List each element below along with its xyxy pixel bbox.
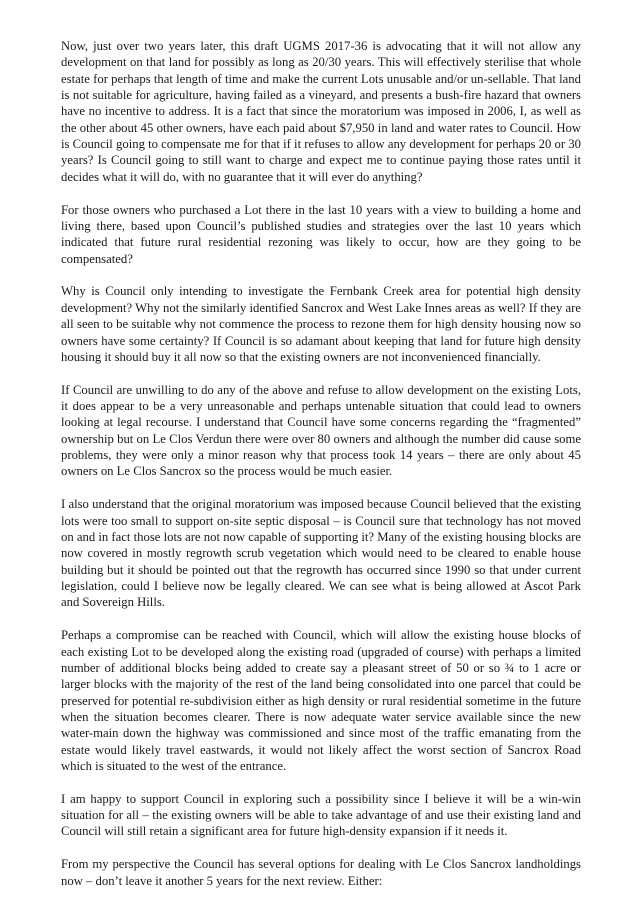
paragraph-septic-moratorium: I also understand that the original moratorium was imposed because Council believed that the existing lots were too small to support on-site septic disposal – is Council sure that technology has not moved on and in fact those lots are not now capable of supporting it? Many of the existing housing blocks are now covered in mostly regrowth scrub vegetation which would need to be cleared to enable house building but it should be pointed out that the regrowth has occurred since 1990 so that under current legislation, could I believe now be legally cleared. We can see what is being allowed at Ascot Park and Sovereign Hills. (61, 497, 581, 610)
paragraph-options: From my perspective the Council has several options for dealing with Le Clos Sancrox landholdings now – don’t leave it another 5 years for the next review. Either: (61, 857, 581, 888)
paragraph-owners-compensation: For those owners who purchased a Lot there in the last 10 years with a view to building a home and living there, based upon Council’s published studies and strategies over the last 10 years which indicated that future rural residential rezoning was likely to occur, how are they going to be compensated? (61, 202, 581, 266)
document-page (61, 38, 581, 905)
paragraph-compromise: Perhaps a compromise can be reached with Council, which will allow the existing house blocks of each existing Lot to be developed along the existing road (upgraded of course) with perhaps a limited number of additional blocks being added to create say a pleasant street of 50 or so ¾ to 1 acre or larger blocks with the majority of the rest of the land being consolidated into one parcel that could be preserved for potential re-subdivision either as high density or rural residential sometime in the future when the situation becomes clearer. There is now adequate water service available since the new water-main down the highway was commissioned and since most of the traffic emanating from the estate would likely travel eastwards, it would not likely affect the worst section of Sancrox Road which is situated to the west of the entrance. (61, 628, 581, 773)
paragraph-win-win: I am happy to support Council in exploring such a possibility since I believe it will be a win-win situation for all – the existing owners will be able to take advantage of and use their existing land and Council will still retain a significant area for future high-density expansion if it needs it. (61, 791, 581, 839)
paragraph-fernbank-creek: Why is Council only intending to investigate the Fernbank Creek area for potential high density development? Why not the similarly identified Sancrox and West Lake Innes areas as well? If they are all seen to be suitable why not commence the process to rezone them for high density housing now so owners have some certainty? If Council is so adamant about keeping that land for future high density housing it should buy it all now so that the existing owners are not inconvenienced financially. (61, 284, 581, 364)
paragraph-legal-recourse: If Council are unwilling to do any of the above and refuse to allow development on the existing Lots, it does appear to be a very unreasonable and perhaps untenable situation that could lead to owners looking at legal recourse. I understand that Council have some concerns regarding the “fragmented” ownership but on Le Clos Verdun there were over 80 owners and although the number did cause some problems, they were only a minor reason why that process took 14 years – there are only about 45 owners on Le Clos Sancrox so the process would be much easier. (61, 382, 581, 479)
paragraph-two-years-later: Now, just over two years later, this draft UGMS 2017-36 is advocating that it will not allow any development on that land for possibly as long as 20/30 years. This will effectively sterilise that whole estate for perhaps that length of time and make the current Lots unusable and/or un-sellable. That land is not suitable for agriculture, having failed as a vineyard, and presents a bush-fire hazard that owners have no incentive to address. It is a fact that since the moratorium was imposed in 2006, I, as well as the other about 45 other owners, have each paid about $7,950 in land and water rates to Council. How is Council going to compensate me for that if it refuses to allow any development for perhaps 20 or 30 years? Is Council going to still want to charge and expect me to continue paying those rates until it decides what it will do, with no guarantee that it will ever do anything? (61, 39, 581, 184)
